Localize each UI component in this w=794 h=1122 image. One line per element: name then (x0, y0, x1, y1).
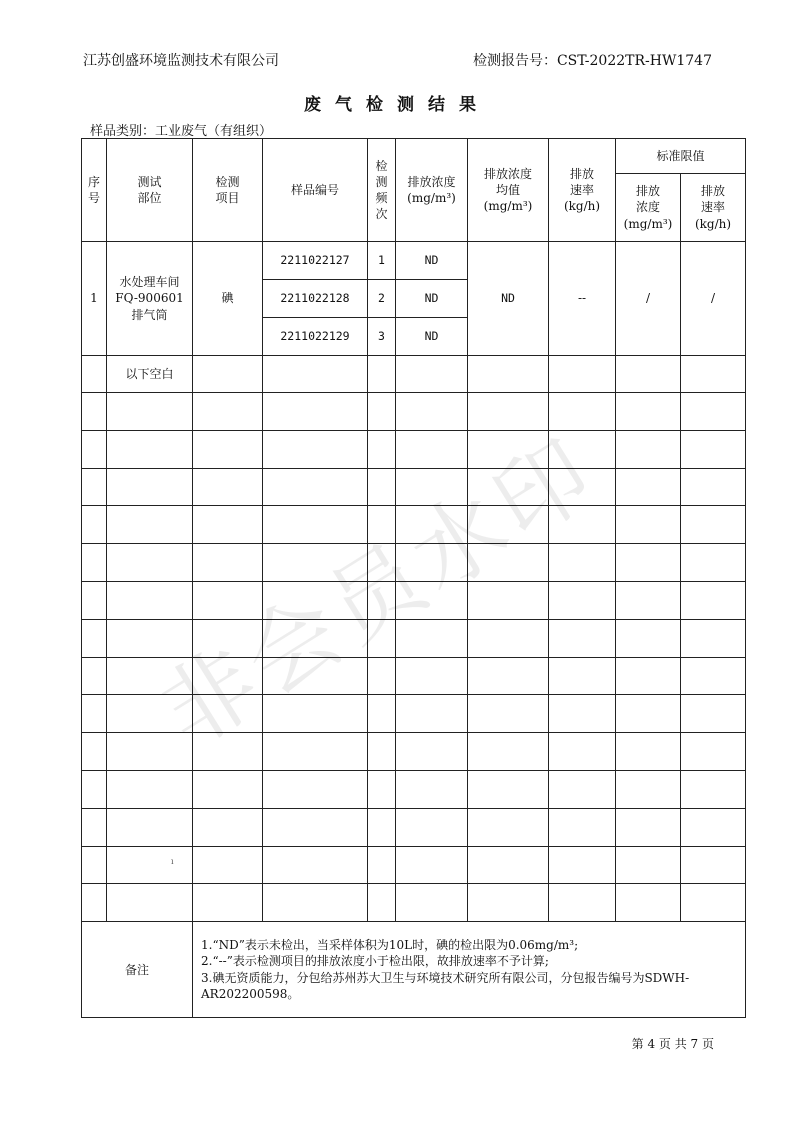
empty-cell (193, 506, 263, 544)
cell-rate: -- (549, 242, 616, 356)
empty-cell (468, 884, 549, 922)
empty-cell (681, 393, 746, 431)
empty-cell (616, 581, 681, 619)
empty-cell (82, 770, 107, 808)
empty-cell (468, 393, 549, 431)
empty-cell (396, 884, 468, 922)
empty-row (82, 430, 746, 468)
empty-cell (263, 619, 368, 657)
empty-cell (468, 430, 549, 468)
empty-cell (193, 468, 263, 506)
cell-std-rate: / (681, 242, 746, 356)
report-number: 检测报告号：CST-2022TR-HW1747 (472, 53, 712, 69)
empty-cell (616, 468, 681, 506)
empty-cell (107, 846, 193, 884)
empty-cell (263, 581, 368, 619)
cell-concentration: ND (396, 318, 468, 356)
empty-cell (681, 619, 746, 657)
empty-cell (468, 581, 549, 619)
remarks-row (82, 922, 746, 1018)
sample-type: 样品类别：工业废气（有组织） (90, 124, 273, 139)
empty-cell (82, 506, 107, 544)
remark-line: 2.“--”表示检测项目的排放浓度小于检出限，故排放速率不予计算; (201, 954, 549, 969)
empty-cell (396, 581, 468, 619)
empty-cell (368, 733, 396, 771)
cell-frequency: 1 (368, 242, 396, 280)
empty-cell (549, 430, 616, 468)
results-table (81, 138, 746, 1018)
empty-cell (549, 544, 616, 582)
page-footer: 第 4 页 共 7 页 (631, 1037, 714, 1051)
page-title: 废气检测结果 (304, 95, 490, 115)
empty-cell (107, 430, 193, 468)
empty-cell (107, 657, 193, 695)
empty-cell (681, 506, 746, 544)
cell-sample-no: 2211022127 (263, 242, 368, 280)
blank-note: 以下空白 (107, 356, 193, 393)
empty-cell (82, 695, 107, 733)
empty-cell (616, 733, 681, 771)
header-rate: 排放 速率 (kg/h) (549, 139, 616, 242)
empty-cell (616, 884, 681, 922)
cell-location: 水处理车间 FQ-900601 排气筒 (107, 242, 193, 356)
empty-row (82, 468, 746, 506)
empty-row (82, 733, 746, 771)
empty-cell (193, 544, 263, 582)
empty-cell (193, 430, 263, 468)
empty-cell (82, 808, 107, 846)
cell-concentration: ND (396, 242, 468, 280)
empty-cell (368, 770, 396, 808)
empty-cell (107, 808, 193, 846)
empty-cell (396, 695, 468, 733)
remark-line: 3.碘无资质能力，分包给苏州苏大卫生与环境技术研究所有限公司，分包报告编号为SDWH-AR202200598。 (201, 970, 690, 1001)
empty-cell (193, 846, 263, 884)
empty-cell (263, 733, 368, 771)
empty-cell (616, 808, 681, 846)
empty-row (82, 808, 746, 846)
empty-cell (681, 884, 746, 922)
empty-cell (396, 468, 468, 506)
cell-std-concentration: / (616, 242, 681, 356)
empty-cell (82, 393, 107, 431)
remarks-label: 备注 (82, 922, 193, 1018)
empty-cell (263, 506, 368, 544)
header-sample-no: 样品编号 (263, 139, 368, 242)
header-seq: 序 号 (82, 139, 107, 242)
empty-cell (82, 733, 107, 771)
cell-concentration: ND (396, 280, 468, 318)
empty-cell (681, 581, 746, 619)
empty-cell (82, 846, 107, 884)
empty-cell (549, 619, 616, 657)
empty-cell (107, 581, 193, 619)
cell-frequency: 3 (368, 318, 396, 356)
empty-cell (368, 808, 396, 846)
empty-cell (263, 695, 368, 733)
empty-cell (368, 657, 396, 695)
empty-cell (263, 770, 368, 808)
empty-cell (263, 846, 368, 884)
empty-cell (107, 770, 193, 808)
empty-cell (549, 733, 616, 771)
empty-cell (396, 770, 468, 808)
empty-cell (616, 506, 681, 544)
header-location: 测试 部位 (107, 139, 193, 242)
empty-cell (263, 544, 368, 582)
cell-sample-no: 2211022128 (263, 280, 368, 318)
header-std-concentration: 排放 浓度 (mg/m³) (616, 174, 681, 242)
empty-cell (396, 808, 468, 846)
empty-cell (681, 544, 746, 582)
empty-cell (368, 695, 396, 733)
empty-cell (396, 544, 468, 582)
empty-cell (263, 657, 368, 695)
cell-item: 碘 (193, 242, 263, 356)
empty-cell (263, 808, 368, 846)
empty-cell (82, 619, 107, 657)
empty-cell (616, 544, 681, 582)
empty-cell (468, 808, 549, 846)
empty-row (82, 506, 746, 544)
empty-cell (107, 393, 193, 431)
empty-cell (681, 657, 746, 695)
cell-sample-no: 2211022129 (263, 318, 368, 356)
empty-cell (396, 506, 468, 544)
empty-cell (193, 884, 263, 922)
empty-cell (368, 468, 396, 506)
cell-frequency: 2 (368, 280, 396, 318)
empty-cell (681, 770, 746, 808)
empty-cell (616, 846, 681, 884)
empty-row (82, 846, 746, 884)
empty-cell (263, 468, 368, 506)
remark-line: 1.“ND”表示未检出，当采样体积为10L时，碘的检出限为0.06mg/m³; (201, 938, 579, 953)
empty-cell (549, 770, 616, 808)
empty-cell (549, 393, 616, 431)
empty-cell (681, 695, 746, 733)
cell-seq: 1 (82, 242, 107, 356)
empty-cell (681, 468, 746, 506)
empty-cell (82, 581, 107, 619)
empty-cell (107, 695, 193, 733)
empty-cell (263, 430, 368, 468)
empty-cell (468, 695, 549, 733)
empty-cell (193, 619, 263, 657)
empty-cell (193, 695, 263, 733)
empty-cell (549, 884, 616, 922)
empty-row (82, 657, 746, 695)
empty-cell (681, 430, 746, 468)
company-name: 江苏创盛环境监测技术有限公司 (83, 53, 279, 69)
empty-cell (549, 657, 616, 695)
empty-cell (549, 468, 616, 506)
empty-cell (616, 695, 681, 733)
empty-cell (368, 884, 396, 922)
empty-row (82, 770, 746, 808)
empty-cell (549, 846, 616, 884)
empty-cell (396, 846, 468, 884)
empty-cell (368, 506, 396, 544)
header-item: 检测 项目 (193, 139, 263, 242)
empty-cell (82, 468, 107, 506)
empty-cell (368, 619, 396, 657)
empty-cell (681, 846, 746, 884)
empty-row (82, 544, 746, 582)
watermark: 非会员水印 (142, 417, 616, 768)
empty-cell (107, 619, 193, 657)
empty-cell (368, 393, 396, 431)
empty-cell (396, 393, 468, 431)
empty-cell (107, 884, 193, 922)
empty-cell (549, 808, 616, 846)
empty-cell (681, 733, 746, 771)
empty-row (82, 695, 746, 733)
empty-cell (549, 506, 616, 544)
empty-cell (193, 581, 263, 619)
empty-cell (616, 430, 681, 468)
empty-cell (549, 581, 616, 619)
empty-cell (193, 808, 263, 846)
empty-cell (263, 393, 368, 431)
empty-cell (107, 506, 193, 544)
empty-cell (468, 468, 549, 506)
empty-cell (396, 733, 468, 771)
empty-cell (368, 430, 396, 468)
header-frequency: 检 测 频 次 (368, 139, 396, 242)
empty-cell (616, 657, 681, 695)
empty-cell (616, 619, 681, 657)
empty-row (82, 393, 746, 431)
empty-cell (82, 430, 107, 468)
empty-cell (616, 393, 681, 431)
remarks-content (193, 922, 746, 1018)
empty-cell (468, 733, 549, 771)
empty-cell (549, 695, 616, 733)
header-concentration: 排放浓度 (mg/m³) (396, 139, 468, 242)
table-row (82, 356, 746, 393)
table-row (82, 242, 746, 280)
header-std-rate: 排放 速率 (kg/h) (681, 174, 746, 242)
empty-row (82, 581, 746, 619)
stray-mark: ı (171, 857, 174, 866)
empty-row (82, 619, 746, 657)
empty-cell (368, 581, 396, 619)
empty-cell (468, 544, 549, 582)
empty-cell (82, 544, 107, 582)
empty-cell (368, 544, 396, 582)
empty-cell (468, 657, 549, 695)
empty-cell (82, 884, 107, 922)
empty-cell (107, 468, 193, 506)
empty-cell (396, 657, 468, 695)
cell-avg-concentration: ND (468, 242, 549, 356)
empty-cell (468, 506, 549, 544)
empty-cell (396, 430, 468, 468)
empty-cell (468, 619, 549, 657)
empty-cell (396, 619, 468, 657)
empty-cell (107, 733, 193, 771)
empty-cell (681, 808, 746, 846)
header-standard-limits: 标准限值 (616, 139, 746, 174)
empty-cell (193, 733, 263, 771)
empty-cell (107, 544, 193, 582)
empty-cell (193, 393, 263, 431)
empty-cell (193, 657, 263, 695)
empty-cell (368, 846, 396, 884)
empty-cell (263, 884, 368, 922)
empty-cell (82, 657, 107, 695)
empty-row (82, 884, 746, 922)
header-avg-concentration: 排放浓度 均值 (mg/m³) (468, 139, 549, 242)
empty-cell (468, 770, 549, 808)
empty-cell (193, 770, 263, 808)
empty-cell (616, 770, 681, 808)
empty-cell (468, 846, 549, 884)
